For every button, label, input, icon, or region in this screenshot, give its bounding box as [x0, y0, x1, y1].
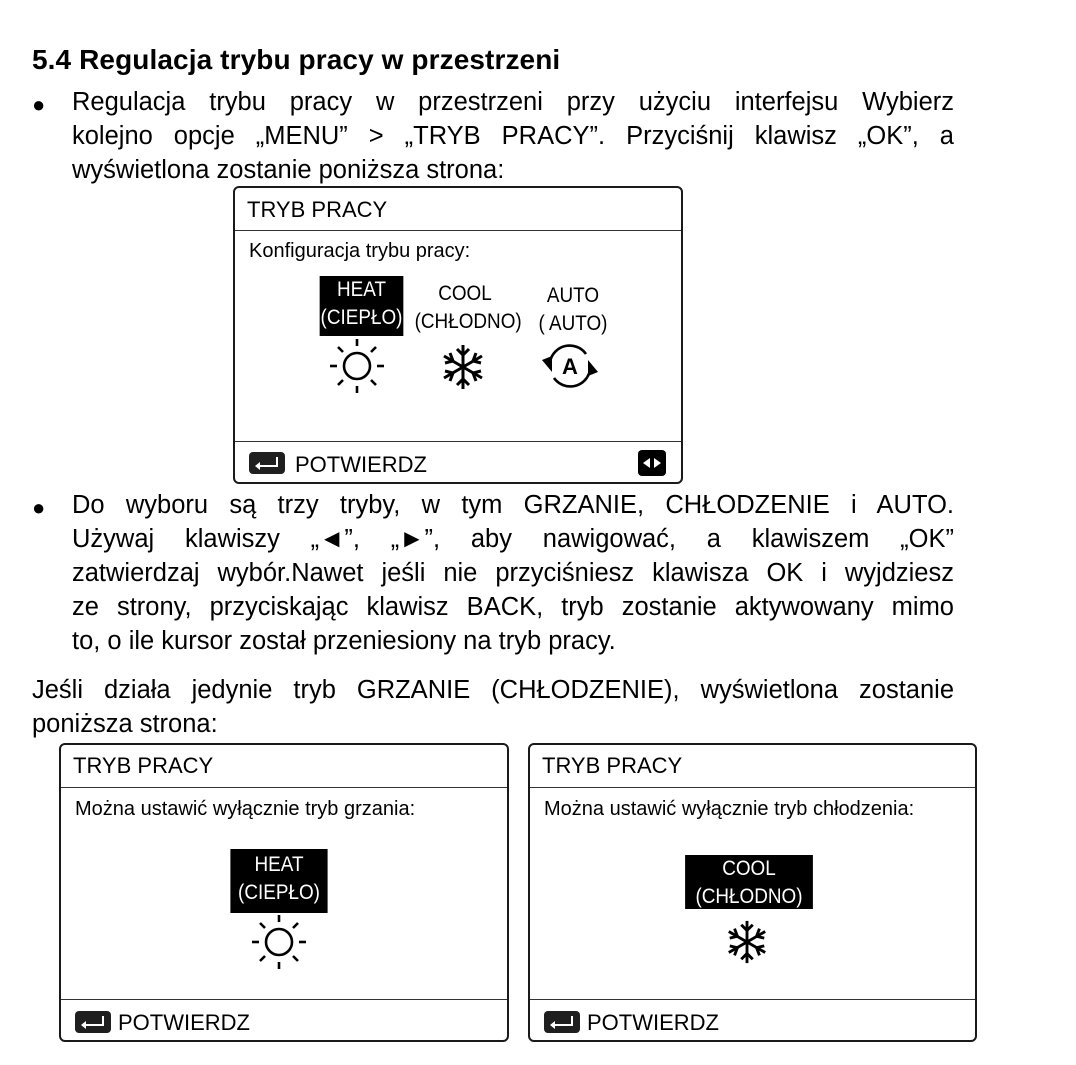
- header-divider: [61, 787, 507, 788]
- text-line: wyświetlona zostanie poniższa strona:: [72, 156, 505, 184]
- bullet-1-text: [72, 85, 954, 187]
- mode-sublabel: (CHŁODNO): [414, 310, 522, 333]
- mode-option-cool[interactable]: [685, 855, 813, 909]
- mode-option-auto[interactable]: [530, 282, 616, 338]
- text-line: Do wyboru są trzy tryby, w tym GRZANIE, CHŁODZENIE i AUTO.: [72, 491, 954, 519]
- confirm-label: POTWIERDZ: [118, 1010, 250, 1035]
- mode-label: HEAT: [336, 278, 386, 301]
- mode-screen-cool-only: [528, 743, 977, 1042]
- confirm-label: POTWIERDZ: [295, 452, 427, 477]
- text-line: ze strony, przyciskając klawisz BACK, tryb zostanie aktywowany mimo: [72, 593, 954, 621]
- section-heading: 5.4 Regulacja trybu pracy w przestrzeni: [32, 44, 561, 75]
- footer-divider: [235, 441, 681, 442]
- mode-screen-heat-only: [59, 743, 509, 1042]
- screen-subtitle: Można ustawić wyłącznie tryb chłodzenia:: [544, 798, 915, 820]
- auto-cycle-icon: [538, 340, 602, 392]
- bullet-dot: ●: [32, 92, 46, 117]
- text-line: Regulacja trybu pracy w przestrzeni przy użyciu interfejsu Wybierz: [72, 88, 954, 116]
- mode-sublabel: (CIEPŁO): [238, 881, 320, 904]
- text-line: to, o ile kursor został przeniesiony na tryb pracy.: [72, 627, 616, 655]
- screen-title: TRYB PRACY: [247, 197, 388, 222]
- mode-label: HEAT: [254, 853, 304, 876]
- info-paragraph: [32, 673, 954, 741]
- screen-subtitle: Konfiguracja trybu pracy:: [249, 240, 471, 262]
- text-line: Jeśli działa jedynie tryb GRZANIE (CHŁODZENIE), wyświetlona zostanie: [32, 676, 954, 704]
- mode-label: COOL: [722, 857, 776, 880]
- enter-key-icon[interactable]: [75, 1011, 111, 1033]
- screen-subtitle: Można ustawić wyłącznie tryb grzania:: [75, 798, 416, 820]
- left-right-arrows-icon[interactable]: [638, 450, 666, 476]
- text-line: kolejno opcje „MENU” > „TRYB PRACY”. Przyciśnij klawisz „OK”, a: [72, 122, 954, 150]
- mode-screen-main: [233, 186, 683, 484]
- snowflake-icon: [724, 919, 770, 965]
- header-divider: [235, 230, 681, 231]
- mode-sublabel: (CIEPŁO): [320, 306, 403, 329]
- confirm-label: POTWIERDZ: [587, 1010, 719, 1035]
- enter-key-icon[interactable]: [544, 1011, 580, 1033]
- text-line: zatwierdzaj wybór.Nawet jeśli nie przyciśniesz klawisza OK i wyjdziesz: [72, 559, 954, 587]
- text-line: Używaj klawiszy „◄”, „►”, aby nawigować, a klawiszem „OK”: [72, 525, 954, 553]
- footer-divider: [61, 999, 507, 1000]
- mode-label: AUTO: [546, 284, 600, 307]
- footer-divider: [530, 999, 975, 1000]
- enter-key-icon[interactable]: [249, 452, 285, 474]
- mode-sublabel: ( AUTO): [538, 312, 608, 335]
- auto-letter: A: [562, 354, 578, 379]
- bullet-2-text: [72, 488, 954, 658]
- mode-option-heat[interactable]: [230, 849, 327, 913]
- mode-sublabel: (CHŁODNO): [695, 885, 803, 908]
- text-line: poniższa strona:: [32, 710, 218, 738]
- bullet-dot: ●: [32, 495, 46, 520]
- header-divider: [530, 787, 975, 788]
- mode-option-cool[interactable]: [414, 280, 522, 336]
- sun-icon: [327, 338, 387, 394]
- sun-icon: [249, 914, 309, 970]
- screen-title: TRYB PRACY: [542, 753, 683, 778]
- screen-title: TRYB PRACY: [73, 753, 214, 778]
- snowflake-icon: [439, 343, 487, 391]
- mode-option-heat[interactable]: [320, 276, 404, 336]
- mode-label: COOL: [438, 282, 492, 305]
